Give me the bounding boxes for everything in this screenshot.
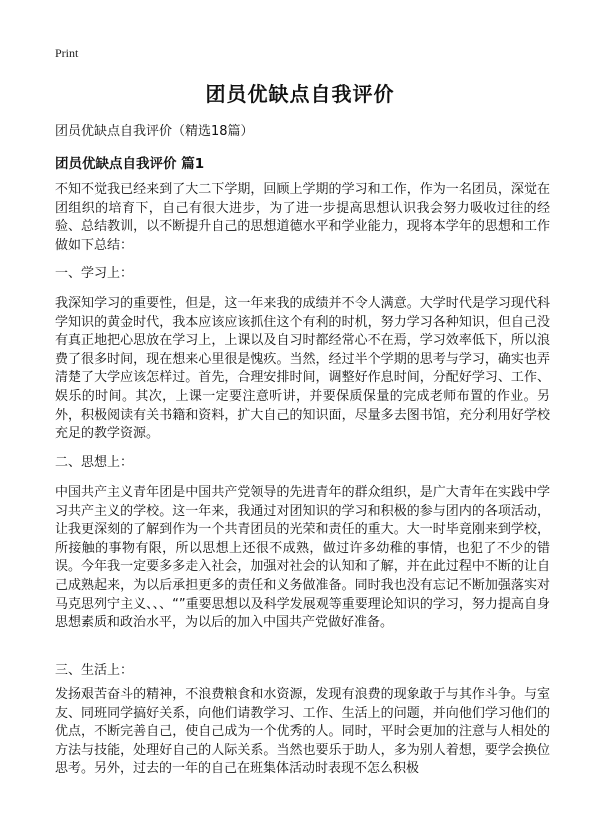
thought-heading: 二、思想上：	[55, 455, 134, 470]
life-paragraph: 发扬艰苦奋斗的精神，不浪费粮食和水资源，发现有浪费的现象敢于与其作斗争。与室友、同班同学搞好关系，向他们请教学习、工作、生活上的问题，并向他们学习他们的优点，不断完善自己，使自己成为一个优秀的人。同时，平时会更加的注意与人相处的方法与技能，处理好自己的人际关系。当然也要乐于助人，多为别人着想，要学会换位思考。另外，过去的一年的自己在班集体活动时表现不怎么积极	[55, 687, 550, 777]
thought-paragraph: 中国共产主义青年团是中国共产党领导的先进青年的群众组织，是广大青年在实践中学习共产主义的学校。这一年来，我通过对团知识的学习和积极的参与团内的各项活动，让我更深刻的了解到作为一个共青团员的光荣和责任的重大。大一时毕竟刚来到学校，所接触的事物有限，所以思想上还很不成熟，做过许多幼稚的事情，也犯了不少的错误。今年我一定要多多走入社会，加强对社会的认知和了解，并在此过程中不断的让自己成熟起来，为以后承担更多的责任和义务做准备。同时我也没有忘记不断加强落实对马克思列宁主义、、、“”重要思想以及科学发展观等重要理论知识的学习，努力提高自身思想素质和政治水平，为以后的加入中国共产党做好准备。	[55, 485, 550, 631]
study-heading: 一、学习上：	[55, 266, 134, 281]
life-heading: 三、生活上：	[55, 663, 134, 678]
intro-paragraph: 不知不觉我已经来到了大二下学期，回顾上学期的学习和工作，作为一名团员，深觉在团组织的培育下，自己有很大进步，为了进一步提高思想认识我会努力吸收过往的经验、总结教训，以不断提升自己的思想道德水平和学业能力，现将本学年的思想和工作做如下总结：	[55, 182, 550, 253]
study-paragraph: 我深知学习的重要性，但是，这一年来我的成绩并不令人满意。大学时代是学习现代科学知识的黄金时代，我本应该应该抓住这个有利的时机，努力学习各种知识，但自己没有真正地把心思放在学习上，上课以及自习时都经常心不在焉，学习效率低下，所以浪费了很多时间，现在想来心里很是愧疚。当然，经过半个学期的思考与学习，确实也弄清楚了大学应该怎样过。首先，合理安排时间，调整好作息时间，分配好学习、工作、娱乐的时间。其次，上课一定要注意听讲，并要保质保量的完成老师布置的作业。另外，积极阅读有关书籍和资料，扩大自己的知识面，尽量多去图书馆，充分利用好学校充足的教学资源。	[55, 296, 550, 442]
print-link[interactable]: Print	[55, 46, 79, 60]
document-subtitle: 团员优缺点自我评价（精选18篇）	[55, 124, 254, 139]
section-heading: 团员优缺点自我评价 篇1	[55, 156, 205, 172]
page-title: 团员优缺点自我评价	[205, 82, 395, 106]
